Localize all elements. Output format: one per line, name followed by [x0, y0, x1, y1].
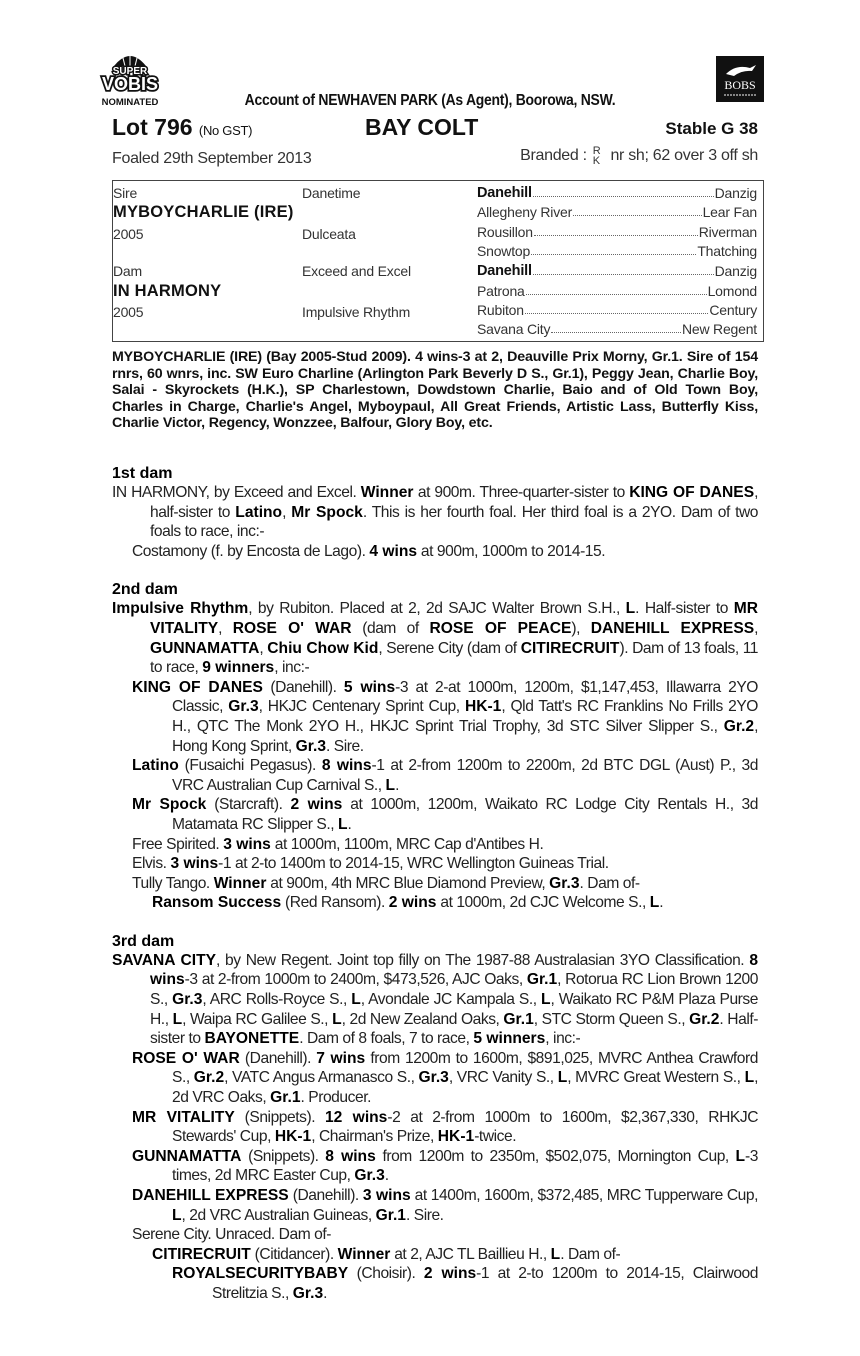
bold-text: L — [172, 1206, 182, 1224]
bold-text: 7 wins — [316, 1049, 366, 1067]
bold-text: BAYONETTE — [204, 1030, 300, 1048]
gen3-horse: Rousillon — [477, 224, 533, 240]
text-run: (Danehill). — [262, 678, 344, 696]
text-run: (Starcraft). — [206, 796, 291, 814]
pedigree-gen3-row — [477, 283, 757, 299]
sire-year: 2005 — [113, 226, 144, 242]
bold-text: Gr.1 — [526, 971, 558, 989]
bold-text: 2 wins — [290, 796, 343, 814]
bold-text: L — [625, 600, 636, 618]
text-run: (Snippets). — [234, 1108, 325, 1126]
text-run: . — [395, 776, 399, 794]
text-run: IN HARMONY, by Exceed and Excel. — [112, 484, 361, 501]
pedigree-entry — [112, 542, 758, 562]
gen3-horse: Danehill — [477, 185, 532, 201]
bold-text: 9 winners — [202, 659, 275, 677]
text-run: , Serene City (dam of — [378, 639, 521, 657]
bold-text: Mr Spock — [291, 503, 363, 521]
bold-text: Gr.3 — [418, 1069, 449, 1087]
bold-text: L — [735, 1147, 746, 1165]
bold-text: Ransom Success — [152, 894, 282, 912]
text-run: (Choisir). — [348, 1265, 424, 1283]
dot-leader — [573, 204, 702, 216]
sire-sire: Danetime — [302, 185, 361, 201]
text-run: from 1200m to 2350m, $502,075, Mornington Cup, — [375, 1147, 736, 1165]
text-run: . Dam of 8 foals, 7 to race, — [299, 1030, 474, 1048]
text-run: , ARC Rolls-Royce S., — [202, 991, 352, 1009]
pedigree-gen3-row — [477, 185, 757, 201]
bold-text: 3 wins — [362, 1187, 411, 1204]
dam-section — [112, 464, 758, 561]
text-run: Tully Tango. — [132, 874, 214, 892]
bold-text: GUNNAMATTA — [150, 639, 260, 657]
colour-sex: BAY COLT — [365, 114, 479, 140]
foaled-date: Foaled 29th September 2013 — [112, 150, 312, 167]
text-run: at 1000m, 1100m, MRC Cap d'Antibes H. — [270, 835, 544, 853]
text-run: (Citidancer). — [250, 1245, 338, 1263]
text-run: . — [384, 1167, 389, 1185]
svg-text:VOBIS: VOBIS — [101, 74, 159, 94]
bold-text: GUNNAMATTA — [132, 1147, 242, 1165]
text-run: , 2d VRC Australian Guineas, — [181, 1206, 376, 1224]
sire-name: MYBOYCHARLIE (IRE) — [113, 203, 294, 221]
pedigree-entry — [112, 1186, 758, 1225]
bold-text: 8 wins — [325, 1147, 376, 1165]
gen3-horse: Patrona — [477, 283, 525, 299]
bold-text: L — [332, 1010, 342, 1028]
bold-text: CITIRECRUIT — [520, 639, 620, 657]
text-run: , half-sister to — [150, 484, 758, 521]
bold-text: DANEHILL EXPRESS — [590, 619, 755, 637]
dot-leader — [533, 263, 714, 275]
text-run: Elvis. — [132, 855, 171, 873]
text-run: . Producer. — [300, 1089, 371, 1107]
svg-text:BOBS: BOBS — [724, 78, 756, 92]
bold-text: L — [649, 894, 660, 912]
svg-text:NOMINATED: NOMINATED — [101, 97, 159, 108]
text-run: , STC Storm Queen S., — [533, 1010, 690, 1028]
brand-bottom: K — [592, 155, 600, 167]
text-run: , inc:- — [545, 1030, 581, 1048]
bold-text: CITIRECRUIT — [152, 1245, 251, 1263]
pedigree-gen3-row — [477, 224, 757, 240]
lot-label: Lot 796 — [112, 114, 193, 140]
bold-text: Gr.2 — [689, 1010, 720, 1028]
text-run: , Rotorua RC Lion Brown 1200 S., — [150, 971, 758, 1009]
text-run: -1 at 2-to 1400m to 2014-15, WRC Wellington Guineas Trial. — [218, 855, 609, 873]
gen3-sire: New Regent — [681, 321, 757, 337]
bold-text: 5 winners — [473, 1030, 546, 1048]
bold-text: L — [550, 1245, 561, 1263]
text-run: , by Rubiton. Placed at 2, 2d SAJC Walter Brown S.H., — [248, 600, 626, 618]
text-run: at 1000m, 2d CJC Welcome S., — [436, 894, 650, 912]
text-run: (Danehill). — [239, 1049, 317, 1067]
gen3-sire: Danzig — [714, 185, 757, 201]
lot-number — [112, 114, 252, 141]
bold-text: Gr.2 — [723, 717, 755, 735]
bold-text: L — [351, 991, 361, 1009]
text-run: -3 at 2-from 1000m to 2400m, $473,526, AJC Oaks, — [184, 971, 527, 989]
text-run: (Snippets). — [241, 1147, 326, 1165]
text-run: at 1400m, 1600m, $372,485, MRC Tupperware Cup, — [410, 1187, 758, 1204]
pedigree-entry — [112, 483, 758, 542]
dam-dam: Impulsive Rhythm — [302, 304, 411, 320]
bold-text: L — [557, 1069, 568, 1087]
pedigree-entry — [112, 893, 758, 913]
text-run: . This is her fourth foal. Her third foal is a 2YO. Dam of two foals to race, inc:- — [150, 503, 759, 541]
bold-text: 3 wins — [170, 855, 219, 873]
text-run: . Sire. — [405, 1206, 444, 1224]
pedigree-entry — [112, 1225, 758, 1245]
bold-text: Impulsive Rhythm — [112, 600, 249, 618]
bold-text: 8 wins — [150, 951, 758, 989]
dam-sire: Exceed and Excel — [302, 263, 411, 279]
text-run: , Qld Tatt's RC Franklins No Frills 2YO H., QTC The Monk 2YO H., HKJC Sprint Trial Trophy, 3d STC Silver Slipper S., — [172, 698, 758, 735]
pedigree-gen3-row — [477, 204, 757, 220]
brand-info — [520, 146, 758, 166]
text-run: , Waikato RC P&M Plaza Purse H., — [150, 991, 758, 1028]
pedigree-gen3-row — [477, 321, 757, 337]
dot-leader — [533, 185, 714, 197]
text-run: -twice. — [474, 1128, 517, 1146]
bold-text: Chiu Chow Kid — [267, 639, 379, 657]
text-run: -3 times, 2d MRC Easter Cup, — [172, 1147, 758, 1185]
gen3-sire: Thatching — [697, 243, 757, 259]
bold-text: L — [385, 776, 396, 794]
bold-text: Gr.1 — [503, 1010, 534, 1028]
bold-text: L — [744, 1069, 755, 1087]
bold-text: SAVANA CITY — [112, 951, 217, 969]
gen3-horse: Rubiton — [477, 302, 524, 318]
bold-text: L — [172, 1010, 183, 1028]
text-run: (dam of — [351, 619, 430, 637]
text-run: from 1200m to 1600m, $891,025, MVRC Anthea Crawford S., — [172, 1049, 758, 1087]
text-run: Free Spirited. — [132, 835, 224, 853]
pedigree-entry — [112, 1049, 758, 1108]
text-run: Serene City. Unraced. Dam of- — [132, 1226, 331, 1244]
gen3-horse: Allegheny River — [477, 204, 573, 220]
dam-year: 2005 — [113, 304, 144, 320]
pedigree-entry — [112, 951, 758, 1049]
gen3-sire: Danzig — [714, 263, 757, 279]
bold-text: KING OF DANES — [132, 678, 263, 696]
text-run: . — [323, 1284, 328, 1302]
text-run: at 2, AJC TL Baillieu H., — [390, 1245, 551, 1263]
bold-text: Latino — [235, 503, 283, 521]
text-run: , inc:- — [274, 659, 310, 677]
bold-text: Gr.3 — [228, 698, 259, 716]
bold-text: MR VITALITY — [150, 600, 758, 637]
branded-label: Branded : — [520, 147, 587, 164]
family-pages — [112, 464, 758, 1323]
bold-text: Gr.3 — [172, 991, 203, 1009]
bold-text: HK-1 — [437, 1128, 475, 1146]
pedigree-entry — [112, 1264, 758, 1303]
dam-label: Dam — [113, 263, 142, 279]
gen3-sire: Riverman — [698, 224, 757, 240]
text-run: -2 at 2-from 1000m to 1600m, $2,367,330, RHKJC Stewards' Cup, — [172, 1108, 759, 1146]
sire-label: Sire — [113, 185, 138, 201]
sire-summary: MYBOYCHARLIE (IRE) (Bay 2005-Stud 2009). 4 wins-3 at 2, Deauville Prix Morny, Gr.1. Sire of 154 rnrs, 60 wnrs, inc. SW Euro Charline (Arlington Park Beverly D S., Gr.1), Peggy Jean, Charlie Boy, Salai - Skyrockets (H.K.), SP Charlestown, Dowdstown Charlie, Baio and of Old Town Boy, Charles in Charge, Charlie's Angel, Myboypaul, All Great Friends, Artistic Lass, Butterfly Kiss, Charlie Victor, Regency, Wonzzee, Balfour, Glory Boy, etc. — [112, 349, 758, 432]
brand-top: R — [592, 145, 601, 157]
sire-dam: Dulceata — [302, 226, 356, 242]
text-run: , 2d VRC Oaks, — [172, 1069, 759, 1107]
text-run: , 2d New Zealand Oaks, — [341, 1010, 504, 1028]
pedigree-entry — [112, 874, 758, 894]
bold-text: Winner — [337, 1245, 391, 1263]
dam-section — [112, 580, 758, 913]
bold-text: L — [338, 815, 348, 833]
bold-text: HK-1 — [274, 1128, 312, 1146]
gen3-horse: Danehill — [477, 263, 532, 279]
pedigree-entry — [112, 1147, 758, 1186]
text-run: . Dam of- — [579, 874, 640, 892]
bold-text: 2 wins — [423, 1265, 477, 1283]
pedigree-entry — [112, 599, 758, 677]
bold-text: Gr.3 — [295, 737, 327, 755]
brand-mark — [593, 146, 601, 166]
pedigree-entry — [112, 1245, 758, 1265]
gen3-sire: Century — [709, 302, 757, 318]
bold-text: Mr Spock — [132, 796, 207, 814]
text-run: at 1000m, 1200m, Waikato RC Lodge City Rentals H., 3d Matamata RC Slipper S., — [172, 796, 759, 833]
text-run: . — [347, 815, 352, 833]
text-run: , Hong Kong Sprint, — [172, 717, 758, 755]
bold-text: Gr.1 — [270, 1089, 301, 1107]
bold-text: HK-1 — [464, 698, 502, 716]
gen3-sire: Lomond — [707, 283, 757, 299]
bold-text: KING OF DANES — [629, 484, 755, 501]
pedigree-entry — [112, 854, 758, 874]
dot-leader — [534, 224, 698, 236]
pedigree-gen3-row — [477, 302, 757, 318]
bold-text: Gr.1 — [375, 1206, 406, 1224]
text-run: . — [659, 894, 664, 912]
pedigree-entry — [112, 1108, 758, 1147]
text-run: (Fusaichi Pegasus). — [178, 757, 322, 775]
dam-name: IN HARMONY — [113, 282, 222, 300]
text-run: , VRC Vanity S., — [448, 1069, 558, 1087]
bold-text: ROYALSECURITYBABY — [172, 1265, 349, 1283]
text-run: , — [282, 503, 292, 521]
bold-text: Gr.3 — [549, 874, 580, 892]
text-run: , — [218, 619, 233, 637]
svg-text:SUPER: SUPER — [112, 66, 148, 77]
section-heading: 3rd dam — [112, 932, 175, 950]
gst-note: (No GST) — [198, 123, 253, 138]
gen3-horse: Snowtop — [477, 243, 531, 259]
text-run: , Chairman's Prize, — [311, 1128, 438, 1146]
text-run: at 900m, 4th MRC Blue Diamond Preview, — [266, 874, 550, 892]
pedigree-table — [112, 180, 764, 342]
dot-leader — [531, 243, 696, 255]
text-run: -1 at 2-from 1200m to 2200m, 2d BTC DGL (Aust) P., 3d VRC Australian Cup Carnival S., — [172, 757, 759, 794]
bold-text: 3 wins — [223, 835, 271, 853]
text-run: , — [259, 639, 268, 657]
vendor-account: Account of NEWHAVEN PARK (As Agent), Boorowa, NSW. — [244, 92, 616, 109]
gen3-sire: Lear Fan — [702, 204, 757, 220]
text-run: ). Dam of 13 foals, 11 to race, — [150, 639, 758, 677]
stable-location: Stable G 38 — [665, 119, 758, 138]
text-run: . Sire. — [326, 737, 364, 755]
bold-text: DANEHILL EXPRESS — [132, 1187, 289, 1204]
text-run: . Dam of- — [560, 1245, 621, 1263]
text-run: at 900m, 1000m to 2014-15. — [417, 542, 606, 560]
bold-text: ROSE OF PEACE — [429, 619, 572, 637]
pedigree-gen3-row — [477, 243, 757, 259]
text-run: . Half-sister to — [150, 1010, 758, 1048]
text-run: ), — [571, 619, 591, 637]
pedigree-entry — [112, 678, 758, 756]
bold-text: 8 wins — [321, 757, 372, 775]
brand-text: nr sh; 62 over 3 off sh — [610, 147, 758, 164]
pedigree-gen3-row — [477, 263, 757, 279]
gen3-horse: Savana City — [477, 321, 551, 337]
bold-text: Gr.3 — [354, 1167, 385, 1185]
dot-leader — [551, 321, 681, 333]
bold-text: 12 wins — [325, 1108, 388, 1126]
section-heading: 1st dam — [112, 465, 173, 482]
text-run: -1 at 2-to 1200m to 2014-15, Clairwood Strelitzia S., — [212, 1265, 758, 1302]
bold-text: L — [540, 991, 551, 1009]
bold-text: Winner — [360, 484, 414, 501]
dot-leader — [525, 302, 709, 314]
pedigree-entry — [112, 835, 758, 855]
bold-text: Gr.2 — [193, 1069, 225, 1087]
text-run: , Avondale JC Kampala S., — [360, 991, 541, 1009]
text-run: (Red Ransom). — [281, 894, 389, 912]
bold-text: Latino — [132, 757, 179, 775]
bold-text: ROSE O' WAR — [132, 1049, 240, 1067]
bold-text: ROSE O' WAR — [232, 619, 352, 637]
bold-text: 4 wins — [369, 542, 418, 560]
dot-leader — [526, 283, 707, 295]
text-run: , — [754, 619, 759, 637]
bold-text: Gr.3 — [292, 1284, 324, 1302]
text-run: (Danehill). — [288, 1187, 363, 1204]
text-run: . Half-sister to — [635, 600, 734, 618]
bold-text: 5 wins — [343, 678, 396, 696]
bold-text: 2 wins — [388, 894, 437, 912]
bold-text: Winner — [213, 874, 267, 892]
text-run: , by New Regent. Joint top filly on The 1987-88 Australasian 3YO Classification. — [216, 951, 750, 969]
text-run: at 900m. Three-quarter-sister to — [413, 484, 630, 501]
text-run: -3 at 2-at 1000m, 1200m, $1,147,453, Illawarra 2YO Classic, — [172, 678, 758, 716]
bold-text: MR VITALITY — [132, 1108, 235, 1126]
pedigree-entry — [112, 756, 758, 795]
text-run: , MVRC Great Western S., — [567, 1069, 745, 1087]
text-run: , HKJC Centenary Sprint Cup, — [258, 698, 465, 716]
dam-section — [112, 932, 758, 1304]
text-run: , Waipa RC Galilee S., — [182, 1010, 333, 1028]
text-run: Costamony (f. by Encosta de Lago). — [132, 542, 370, 560]
pedigree-entry — [112, 795, 758, 834]
section-heading: 2nd dam — [112, 581, 178, 599]
text-run: , VATC Angus Armanasco S., — [224, 1069, 419, 1087]
